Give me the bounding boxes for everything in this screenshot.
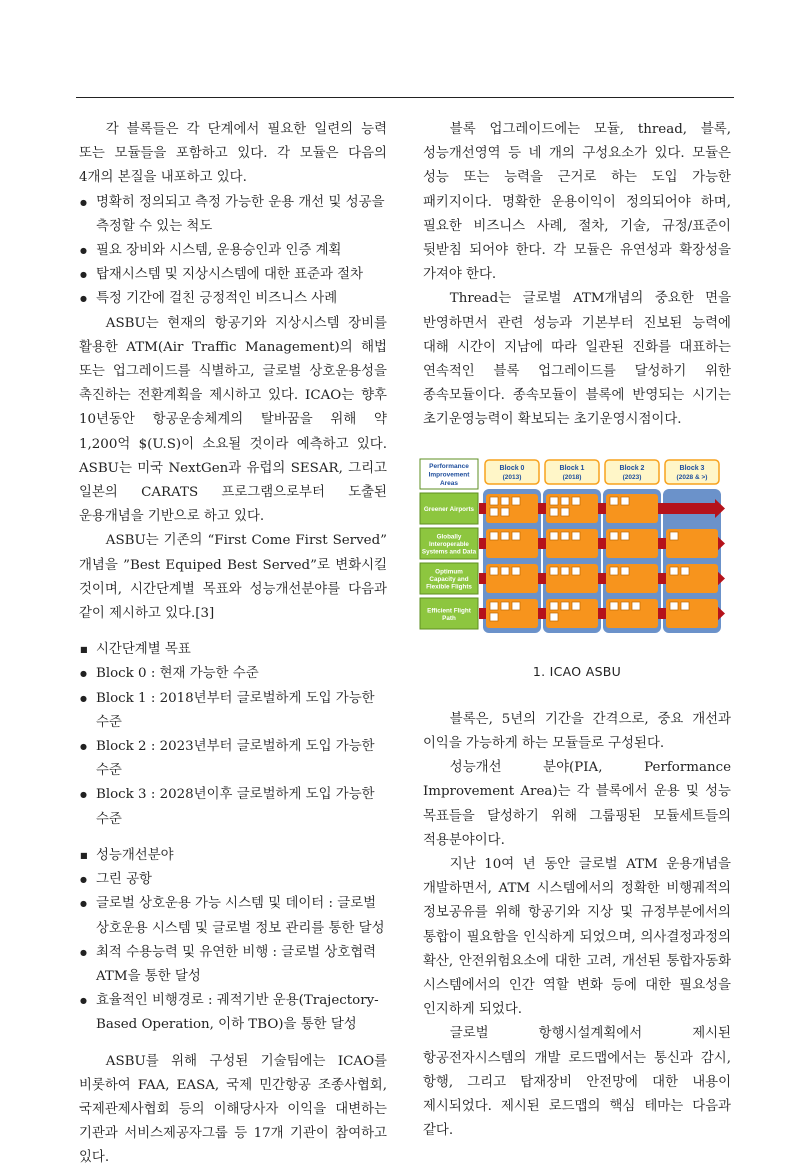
module-square — [621, 532, 629, 540]
block-year: (2028 & >) — [676, 473, 708, 481]
module-square — [512, 497, 520, 505]
module-square — [572, 567, 580, 575]
module-square — [490, 567, 498, 575]
module-square — [610, 532, 618, 540]
list-item: ● 특정 기간에 걸친 긍정적인 비즈니스 사례 — [79, 287, 387, 311]
module-square — [681, 567, 689, 575]
list-item: ● 필요 장비와 시스템, 운용승인과 인증 계획 — [79, 239, 387, 263]
module-square — [681, 602, 689, 610]
module-square — [501, 567, 509, 575]
block-year: (2018) — [562, 473, 582, 481]
module-square — [670, 602, 678, 610]
paragraph: ASBU는 기존의 “First Come First Served” 개념을 ”Best Equiped Best Served”로 변화시킬 것이며, 시간단계별 목표와 성능개선분야를 다음과 같이 제시하고 있다.[3] — [79, 533, 387, 622]
pia-header-text: Improvement — [428, 471, 470, 479]
pia-label-text: Path — [442, 614, 456, 622]
pia-label-text: Capacity and — [429, 575, 469, 583]
pia-header-text: Performance — [429, 462, 469, 470]
module-square — [550, 613, 558, 621]
block-name: Block 0 — [499, 464, 525, 472]
list-item: ● Block 2 : 2023년부터 글로벌하게 도입 가능한 수준 — [79, 735, 387, 783]
left-column — [79, 118, 387, 1171]
module-square — [670, 567, 678, 575]
time-phase-list — [79, 638, 387, 832]
module-square — [550, 602, 558, 610]
module-square — [670, 532, 678, 540]
list-item: ● Block 3 : 2028년이후 글로벌하게 도입 가능한 수준 — [79, 783, 387, 831]
module-square — [561, 532, 569, 540]
module-square — [501, 497, 509, 505]
module-square — [561, 567, 569, 575]
module-square — [572, 497, 580, 505]
module-square — [572, 602, 580, 610]
module-square — [610, 602, 618, 610]
list-item: ● 글로벌 상호운용 가능 시스템 및 데이터 : 글로벌 상호운용 시스템 및 글로벌 정보 관리를 통한 달성 — [79, 892, 387, 940]
module-square — [561, 602, 569, 610]
block-year: (2013) — [502, 473, 522, 481]
module-square — [501, 508, 509, 516]
paragraph: Thread는 글로벌 ATM개념의 중요한 면을 반영하면서 관련 성능과 기본부터 진보된 능력에 대해 시간이 지남에 따라 일관된 진화를 대표하는 연속적인 블록 업그레이드를 달성하기 위한 종속모듈이다. 종속모듈이 블록에 반영되는 시기는 초기운영능력이 확보되는 초기운영시점이다. — [423, 291, 731, 428]
asbu-diagram — [419, 457, 727, 652]
module-square — [490, 497, 498, 505]
performance-area-list — [79, 844, 387, 1038]
module-square — [572, 532, 580, 540]
module-square — [621, 602, 629, 610]
module-square — [490, 508, 498, 516]
paragraph: 성능개선 분야(PIA, Performance Improvement Area)는 각 블록에서 운용 및 성능 목표들을 달성하기 위해 그룹핑된 모듈세트들의 적용분야이다. — [423, 760, 731, 848]
paragraph: 지난 10여 년 동안 글로벌 ATM 운용개념을 개발하면서, ATM 시스템에서의 정확한 비행궤적의 정보공유를 위해 항공기와 지상 및 규정부분에서의 통합이 필요함을 인식하게 되었으며, 의사결정과정의 확산, 안전위험요소에 대한 고려, 개선된 통합자동화 시스템에서의 인간 역할 변화 등에 대한 필요성을 인지하게 되었다. — [423, 857, 731, 1018]
module-square — [621, 497, 629, 505]
module-square — [490, 613, 498, 621]
module-square — [550, 508, 558, 516]
figure-caption: 1. ICAO ASBU — [532, 663, 622, 679]
paragraph: 글로벌 항행시설계획에서 제시된 항공전자시스템의 개발 로드맵에서는 통신과 감시, 항행, 그리고 탑재장비 안전망에 대한 내용이 제시되었다. 제시된 로드맵의 핵심 테마는 다음과 같다. — [423, 1026, 731, 1139]
right-column — [423, 118, 731, 1144]
module-square — [512, 532, 520, 540]
module-square — [550, 567, 558, 575]
list-item: ● 명확히 정의되고 측정 가능한 운용 개선 및 성공을 측정할 수 있는 척도 — [79, 191, 387, 239]
module-square — [550, 497, 558, 505]
paragraph: 블록은, 5년의 기간을 간격으로, 중요 개선과 이익을 가능하게 하는 모듈들로 구성된다. — [423, 711, 731, 752]
block-year: (2023) — [622, 473, 642, 481]
pia-label-text: Flexible Flights — [426, 583, 472, 591]
block-name: Block 3 — [679, 464, 705, 472]
pia-label-text: Globally — [436, 533, 462, 541]
module-square — [610, 497, 618, 505]
module-square — [490, 602, 498, 610]
pia-label-text: Interoperable — [429, 540, 469, 548]
list-item: ● 최적 수용능력 및 유연한 비행 : 글로벌 상호협력 ATM을 통한 달성 — [79, 941, 387, 989]
pia-label-text: Systems and Data — [421, 548, 477, 556]
module-square — [550, 532, 558, 540]
list-item: ● 탑재시스템 및 지상시스템에 대한 표준과 절차 — [79, 263, 387, 287]
list-header: ■ 시간단계별 목표 — [79, 638, 387, 662]
paragraph: 각 블록들은 각 단계에서 필요한 일련의 능력 또는 모듈들을 포함하고 있다. 각 모듈은 다음의 4개의 본질을 내포하고 있다. — [79, 122, 387, 186]
list-item: ● Block 0 : 현재 가능한 수준 — [79, 662, 387, 686]
asbu-figure — [419, 457, 727, 652]
module-square — [610, 567, 618, 575]
list-header: ■ 성능개선분야 — [79, 844, 387, 868]
pia-label-text: Efficient Flight — [427, 606, 471, 614]
paragraph: 블록 업그레이드에는 모듈, thread, 블록, 성능개선영역 등 네 개의 구성요소가 있다. 모듈은 성능 또는 능력을 근거로 하는 도입 가능한 패키지이다. 명확한 운용이익이 정의되어야 하며, 필요한 비즈니스 사례, 절차, 기술, 규정/표준이 뒷받침 되어야 한다. 각 모듈은 유연성과 확장성을 가져야 한다. — [423, 122, 731, 283]
module-square — [561, 508, 569, 516]
module-essentials-list — [79, 191, 387, 312]
module-square — [561, 497, 569, 505]
module-square — [490, 532, 498, 540]
pia-label-text: Optimum — [435, 568, 463, 576]
list-item: ● 그린 공항 — [79, 868, 387, 892]
pia-label-text: Greener Airports — [423, 505, 475, 513]
module-square — [512, 602, 520, 610]
block-name: Block 1 — [559, 464, 585, 472]
paragraph: ASBU를 위해 구성된 기술팀에는 ICAO를 비롯하여 FAA, EASA, 국제 민간항공 조종사협회, 국제관제사협회 등의 이해당사자 이익을 대변하는 기관과 서비스제공자그룹 등 17개 기관이 참여하고 있다. — [79, 1053, 387, 1166]
block-name: Block 2 — [619, 464, 645, 472]
module-square — [512, 567, 520, 575]
header-rule — [76, 97, 734, 98]
list-item: ● 효율적인 비행경로 : 궤적기반 운용(Trajectory-Based Operation, 이하 TBO)을 통한 달성 — [79, 989, 387, 1037]
pia-header-text: Areas — [439, 479, 459, 487]
module-square — [501, 602, 509, 610]
module-square — [501, 532, 509, 540]
module-square — [621, 567, 629, 575]
paragraph: ASBU는 현재의 항공기와 지상시스템 장비를 활용한 ATM(Air Traffic Management)의 해법 또는 업그레이드를 식별하고, 글로벌 상호운용성을 촉진하는 전환계획을 제시하고 있다. ICAO는 향후 10년동안 항공운송체계의 탈바꿈을 위해 약 1,200억 $(U.S)이 소요될 것이라 예측하고 있다. ASBU는 미국 NextGen과 유럽의 SESAR, 그리고 일본의 CARATS 프로그램으로부터 도출된 운용개념을 기반으로 하고 있다. — [79, 315, 387, 525]
list-item: ● Block 1 : 2018년부터 글로벌하게 도입 가능한 수준 — [79, 687, 387, 735]
module-square — [632, 602, 640, 610]
